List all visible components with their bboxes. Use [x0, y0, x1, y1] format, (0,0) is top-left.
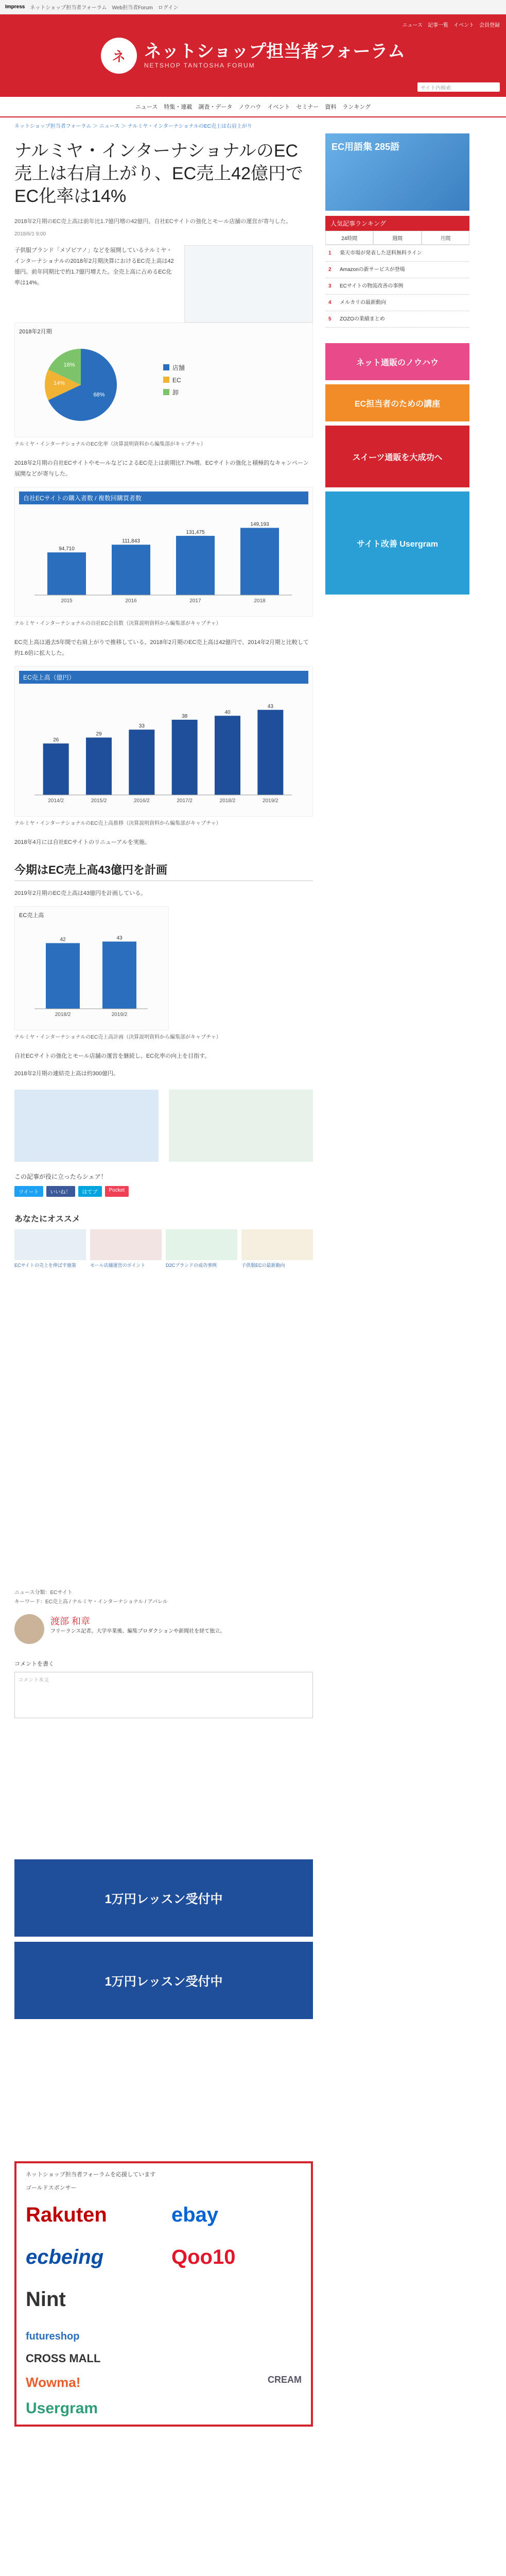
- article-paragraph: 2018年2月期の自社ECサイトやモールなどによるEC売上は前期比7.7%増。ECサイトの強化と積極的なキャンペーン展開などが寄与した。: [14, 460, 309, 478]
- tick-label: 2018/2: [219, 798, 236, 804]
- promo-banner[interactable]: [14, 1859, 313, 1937]
- pie-label: 18%: [63, 362, 75, 368]
- bar-value: 149,193: [250, 521, 269, 528]
- bar-value: 131,475: [186, 529, 205, 535]
- header-link[interactable]: イベント: [453, 23, 474, 28]
- bar: [112, 545, 150, 595]
- related-title: あなたにオススメ: [14, 1215, 80, 1224]
- nint-logo[interactable]: Nint: [26, 2288, 66, 2311]
- legend-swatch: [163, 389, 169, 395]
- bar: [172, 720, 198, 795]
- tick-label: 2015: [61, 598, 73, 604]
- sidebar-ad-text: EC用語集 285語: [331, 142, 400, 152]
- site-logo[interactable]: [101, 38, 405, 74]
- related-card[interactable]: [166, 1229, 237, 1269]
- tab-24h[interactable]: 24時間: [325, 231, 373, 245]
- bar: [240, 528, 279, 595]
- pr-card[interactable]: [169, 1090, 313, 1162]
- tick-label: 2015/2: [91, 798, 107, 804]
- nav-item[interactable]: イベント: [267, 104, 290, 110]
- rakuten-logo[interactable]: Rakuten: [26, 2204, 107, 2227]
- site-title: ネットショップ担当者フォーラム: [144, 42, 406, 62]
- like-button[interactable]: いいね！: [46, 1186, 75, 1197]
- ranking-item[interactable]: 5 ZOZOの業績まとめ: [325, 311, 469, 328]
- qoo10-logo[interactable]: Qoo10: [171, 2246, 236, 2269]
- figure-caption: ナルミヤ・インターナショナルの自社EC会員数（決算説明資料から編集部がキャプチャ）: [14, 620, 221, 626]
- topbar-link[interactable]: ログイン: [158, 5, 179, 11]
- ranking-link[interactable]: ZOZOの業績まとめ: [340, 316, 385, 322]
- ad-inline[interactable]: [184, 245, 313, 323]
- news-category[interactable]: ニュース分類：ECサイト: [14, 1589, 73, 1596]
- bar-value: 43: [267, 703, 273, 709]
- header-links: [403, 21, 500, 28]
- crossmall-logo[interactable]: CROSS MALL: [26, 2351, 101, 2365]
- keyword-tags[interactable]: キーワード：EC売上高 / ナルミヤ・インターナショナル / アパレル: [14, 1599, 168, 1605]
- tab-month[interactable]: 月間: [422, 231, 469, 245]
- related-card[interactable]: [241, 1229, 313, 1269]
- author-name[interactable]: 渡部 和章: [50, 1616, 91, 1626]
- chart-ec-ratio: [14, 323, 313, 437]
- share-section: [14, 1172, 313, 1197]
- article-lead: 2018年2月期のEC売上高は前年比1.7億円増の42億円。自社ECサイトの強化とモール店舗の運営が寄与した。: [14, 218, 292, 225]
- comment-input[interactable]: コメント本文: [14, 1672, 313, 1718]
- article-paragraph: 2019年2月期のEC売上高は43億円を計画している。: [14, 890, 147, 896]
- bar: [47, 552, 86, 595]
- article-title: ナルミヤ・インターナショナルのEC売上は右肩上がり、EC売上42億円でEC化率は14%: [14, 141, 304, 207]
- promo-text: 1万円レッスン受付中: [104, 1892, 223, 1907]
- site-subtitle: NETSHOP TANTOSHA FORUM: [144, 61, 255, 69]
- bar-value: 94,710: [59, 546, 75, 552]
- author-box: [14, 1614, 313, 1644]
- bar: [102, 941, 136, 1008]
- sidebar-banner[interactable]: スイーツ通販を大成功へ: [325, 426, 469, 487]
- section-heading: 今期はEC売上高43億円を計画: [14, 861, 313, 881]
- figure-caption: ナルミヤ・インターナショナルのEC売上高推移（決算説明資料から編集部がキャプチャ）: [14, 820, 221, 826]
- related-link[interactable]: D2Cブランドの成功事例: [166, 1263, 217, 1268]
- recommend-block: [14, 1269, 313, 1588]
- tab-week[interactable]: 週間: [373, 231, 421, 245]
- tick-label: 2019/2: [263, 798, 278, 804]
- related-grid: [14, 1229, 313, 1269]
- bar: [215, 716, 240, 795]
- related-link[interactable]: モール店舗運営のポイント: [90, 1263, 146, 1268]
- legend-swatch: [163, 377, 169, 383]
- tick-label: 2019/2: [111, 1011, 128, 1018]
- topbar-link[interactable]: Web担当者Forum: [112, 5, 153, 11]
- tick-label: 2018: [254, 598, 266, 604]
- search-input[interactable]: サイト内検索: [417, 82, 500, 92]
- nav-item[interactable]: 資料: [325, 104, 337, 110]
- pie-label: 68%: [93, 392, 105, 398]
- ecbeing-logo[interactable]: ecbeing: [26, 2246, 104, 2269]
- ranking-tabs: [325, 231, 469, 245]
- ebay-logo[interactable]: ebay: [171, 2204, 219, 2227]
- article-tags: [14, 1588, 313, 1607]
- hatena-button[interactable]: はてブ: [78, 1186, 102, 1197]
- legend-swatch: [163, 364, 169, 370]
- pie-label: 14%: [53, 380, 65, 387]
- usergram-logo[interactable]: Usergram: [26, 2399, 98, 2417]
- promo-banner[interactable]: [14, 1942, 313, 2019]
- legend-label: 卸: [172, 389, 179, 397]
- top-bar: [0, 0, 506, 14]
- chart-ec-plan: [14, 906, 169, 1030]
- bar-value: 33: [138, 723, 145, 729]
- comment-label: コメントを書く: [14, 1660, 54, 1667]
- sponsor-sub: ゴールドスポンサー: [26, 2185, 77, 2192]
- tick-label: 2014/2: [48, 798, 64, 804]
- nav-item[interactable]: ランキング: [342, 104, 371, 110]
- legend-label: 店舗: [172, 364, 185, 372]
- nav-item[interactable]: セミナー: [296, 104, 319, 110]
- ranking-item[interactable]: 3 ECサイトの物流改善の事例: [325, 278, 469, 295]
- bar: [43, 743, 69, 795]
- figure-caption: ナルミヤ・インターナショナルのEC売上高計画（決算説明資料から編集部がキャプチャ）: [14, 1034, 221, 1040]
- chart-header: 自社ECサイトの購入者数 / 複数回購買者数: [19, 492, 308, 504]
- tick-label: 2016/2: [134, 798, 150, 804]
- bar-value: 43: [116, 935, 123, 941]
- tick-label: 2018/2: [55, 1011, 71, 1018]
- tick-label: 2017/2: [177, 798, 193, 804]
- author-avatar: [14, 1614, 44, 1644]
- ranking-link[interactable]: 楽天市場が発表した送料無料ライン: [340, 250, 422, 256]
- pie-chart: [19, 338, 307, 431]
- bar: [257, 710, 283, 795]
- logo-mark: ネ: [101, 38, 137, 74]
- related-card[interactable]: [90, 1229, 162, 1269]
- sponsor-title: ネットショップ担当者フォーラムを応援しています: [26, 2171, 156, 2178]
- sidebar-ad[interactable]: [325, 133, 469, 211]
- header-link[interactable]: 会員登録: [479, 23, 500, 28]
- main-nav: [0, 97, 506, 117]
- share-label: この記事が役に立ったらシェア！: [14, 1173, 107, 1181]
- ranking-title: 人気記事ランキング: [325, 216, 469, 231]
- tick-label: 2017: [189, 598, 201, 604]
- nav-item[interactable]: ニュース: [135, 104, 158, 110]
- pr-card[interactable]: [14, 1090, 159, 1162]
- ranking-link[interactable]: ECサイトの物流改善の事例: [340, 283, 404, 289]
- ranking-item[interactable]: 4 メルカリの最新動向: [325, 295, 469, 311]
- nav-item[interactable]: ノウハウ: [238, 104, 261, 110]
- ranking-link[interactable]: メルカリの最新動向: [340, 300, 386, 306]
- figure-caption: ナルミヤ・インターナショナルのEC化率（決算説明資料から編集部がキャプチャ）: [14, 442, 206, 448]
- article-date: 2018/6/1 9:00: [14, 231, 46, 238]
- ranking-link[interactable]: Amazonの新サービスが登場: [340, 267, 405, 273]
- article-paragraph: 自社ECサイトの強化とモール店舗の運営を継続し、EC化率の向上を目指す。: [14, 1053, 211, 1059]
- empty-logo: [171, 2284, 302, 2315]
- bar: [46, 943, 80, 1008]
- topbar-link[interactable]: ネットショップ担当者フォーラム: [30, 5, 107, 11]
- header-link[interactable]: ニュース: [402, 23, 423, 28]
- chart-title: 2018年2月期: [19, 329, 52, 335]
- header-link[interactable]: 記事一覧: [428, 23, 448, 28]
- article-paragraph: EC売上高は過去5年間で右肩上がりで推移している。2018年2月期のEC売上高は42億円で、2014年2月期と比較して約1.6倍に拡大した。: [14, 639, 309, 656]
- related-link[interactable]: 子供服ECの最新動向: [241, 1263, 285, 1268]
- chart-header: EC売上高（億円）: [19, 671, 308, 684]
- chart-members: [14, 487, 313, 617]
- ranking-item[interactable]: 2 Amazonの新サービスが登場: [325, 262, 469, 278]
- ranking-item[interactable]: 1 楽天市場が発表した送料無料ライン: [325, 245, 469, 262]
- tick-label: 2016: [125, 598, 137, 604]
- related-card[interactable]: [14, 1229, 86, 1269]
- site-header: [0, 14, 506, 97]
- wowma-logo[interactable]: Wowma!: [26, 2374, 81, 2390]
- breadcrumb[interactable]: ネットショップ担当者フォーラム ＞ ニュース ＞ ナルミヤ・インターナショナルのEC売上は右肩上がり: [14, 124, 252, 129]
- bar-value: 29: [96, 731, 102, 737]
- article-paragraph: 2018年2月期の連結売上高は約300億円。: [14, 1071, 119, 1077]
- sidebar-banner[interactable]: EC担当者のための講座: [325, 384, 469, 421]
- related-link[interactable]: ECサイトの売上を伸ばす施策: [14, 1263, 76, 1268]
- bar-value: 26: [53, 737, 59, 743]
- legend-label: EC: [172, 377, 181, 384]
- bar-chart: [19, 921, 163, 1024]
- article-main: [14, 133, 313, 2427]
- bar: [129, 730, 154, 795]
- impress-brand[interactable]: Impress: [5, 4, 25, 10]
- chart-header: EC売上高: [19, 912, 44, 919]
- promo-text: 1万円レッスン受付中: [104, 1975, 223, 1989]
- nav-item[interactable]: 特集・連載: [164, 104, 193, 110]
- chart-ec-sales: [14, 666, 313, 817]
- article-paragraph: 子供服ブランド「メゾピアノ」などを展開しているナルミヤ・インターナショナルの2018年2月期決算におけるEC売上高は42億円。前年同期比で約1.7億円増えた。全売上高に占めるEC化率は14%。: [14, 247, 174, 286]
- bar: [176, 536, 215, 595]
- sidebar-banner[interactable]: ネット通販のノウハウ: [325, 343, 469, 380]
- tweet-button[interactable]: ツイート: [14, 1186, 43, 1197]
- bar-value: 38: [182, 713, 188, 719]
- bar-chart: [19, 507, 307, 611]
- cream-logo[interactable]: CREAM: [268, 2374, 302, 2385]
- sponsor-section: [14, 2161, 313, 2427]
- sidebar: [325, 133, 469, 2427]
- bar: [86, 737, 112, 794]
- nav-item[interactable]: 調査・データ: [198, 104, 233, 110]
- bar-value: 42: [60, 937, 66, 943]
- author-bio: フリーランス記者。大学卒業後、編集プロダクションや新聞社を経て独立。: [50, 1628, 225, 1634]
- bar-value: 40: [224, 709, 231, 716]
- futureshop-logo[interactable]: futureshop: [26, 2330, 80, 2342]
- sidebar-banner[interactable]: サイト改善 Usergram: [325, 492, 469, 595]
- pocket-button[interactable]: Pocket: [105, 1186, 129, 1197]
- bar-chart: [19, 687, 307, 810]
- bar-value: 111,843: [122, 538, 140, 545]
- article-paragraph: 2018年4月には自社ECサイトのリニューアルを実施。: [14, 839, 150, 845]
